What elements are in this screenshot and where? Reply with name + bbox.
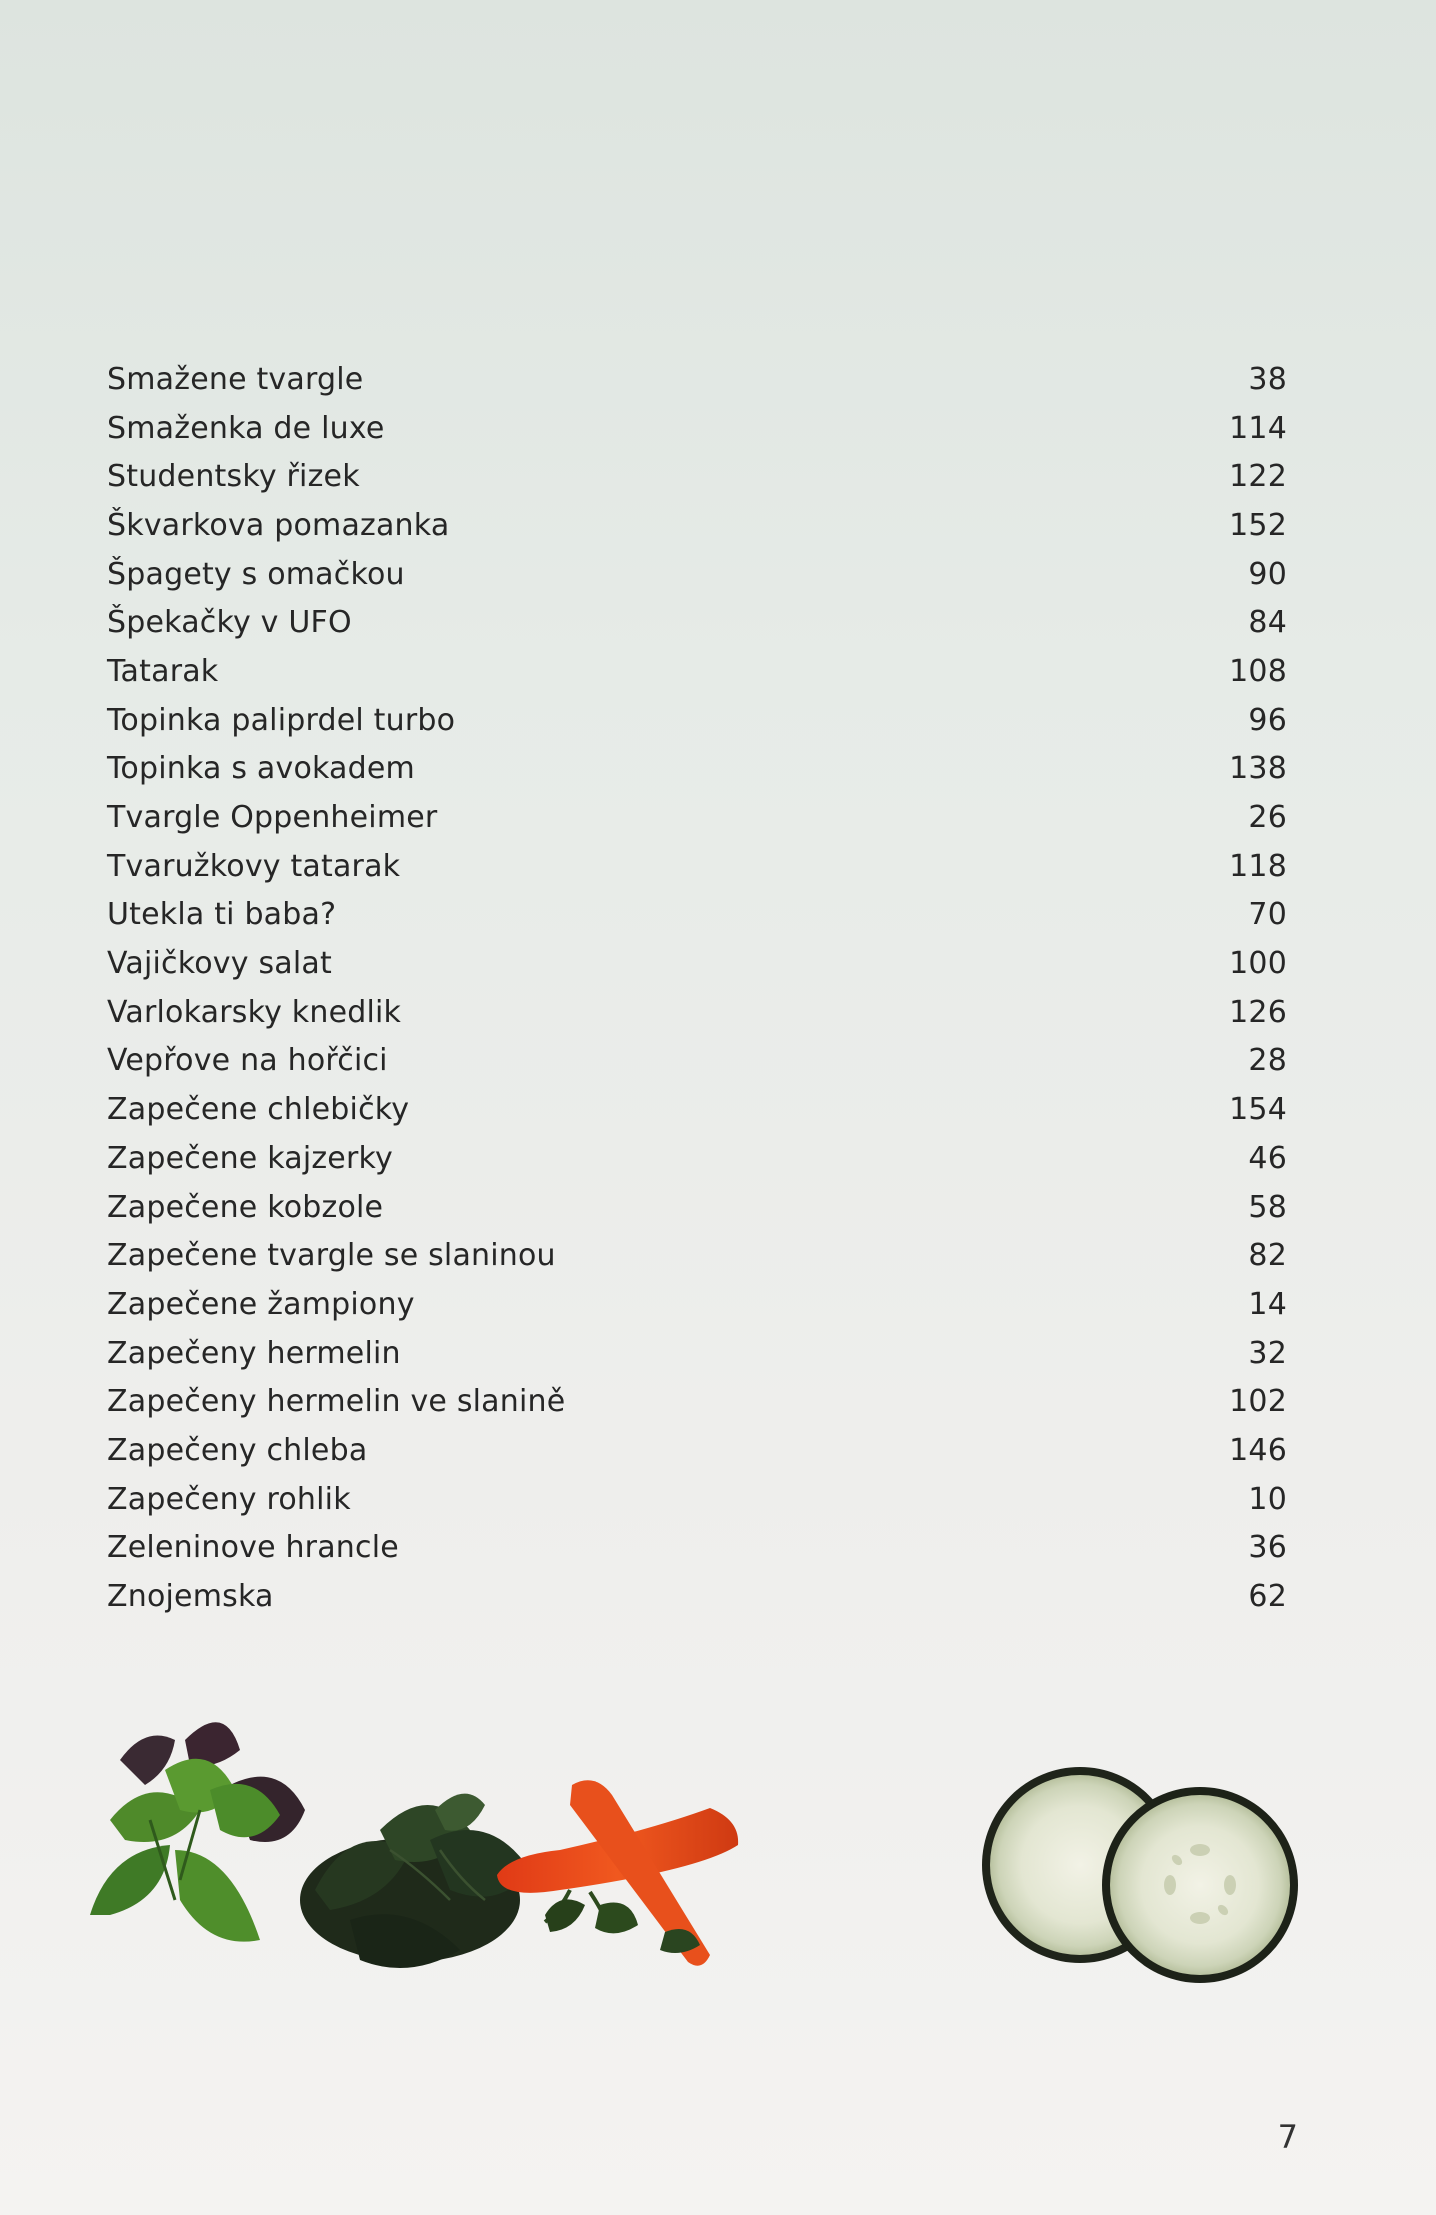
recipe-title: Smaženka de luxe bbox=[107, 410, 385, 446]
recipe-title: Zapečene žampiony bbox=[107, 1286, 415, 1322]
recipe-title: Znojemska bbox=[107, 1579, 274, 1615]
index-entry bbox=[107, 793, 1287, 842]
recipe-title: Topinka paliprdel turbo bbox=[107, 702, 456, 738]
recipe-page-number: 108 bbox=[1229, 653, 1287, 689]
index-entry bbox=[107, 696, 1287, 745]
recipe-title: Zapečene kobzole bbox=[107, 1189, 384, 1225]
recipe-page-number: 14 bbox=[1248, 1286, 1287, 1322]
recipe-index-list bbox=[107, 355, 1287, 1621]
recipe-title: Zapečene chlebičky bbox=[107, 1092, 410, 1128]
recipe-page-number: 46 bbox=[1248, 1140, 1287, 1176]
recipe-title: Špekačky v UFO bbox=[107, 605, 352, 641]
index-entry bbox=[107, 1231, 1287, 1280]
index-entry bbox=[107, 842, 1287, 891]
index-entry bbox=[107, 1475, 1287, 1524]
page-number: 7 bbox=[1277, 2118, 1298, 2156]
recipe-page-number: 58 bbox=[1248, 1189, 1287, 1225]
index-entry bbox=[107, 647, 1287, 696]
index-entry bbox=[107, 598, 1287, 647]
index-entry bbox=[107, 1037, 1287, 1086]
recipe-page-number: 26 bbox=[1248, 800, 1287, 836]
recipe-page-number: 62 bbox=[1248, 1579, 1287, 1615]
recipe-title: Zeleninove hrancle bbox=[107, 1530, 399, 1566]
index-entry bbox=[107, 1329, 1287, 1378]
recipe-page-number: 84 bbox=[1248, 605, 1287, 641]
recipe-page-number: 100 bbox=[1229, 946, 1287, 982]
recipe-title: Vajičkovy salat bbox=[107, 946, 332, 982]
index-entry bbox=[107, 1426, 1287, 1475]
index-entry bbox=[107, 355, 1287, 404]
recipe-page-number: 122 bbox=[1229, 459, 1287, 495]
index-entry bbox=[107, 1183, 1287, 1232]
recipe-title: Zapečeny chleba bbox=[107, 1432, 368, 1468]
recipe-page-number: 70 bbox=[1248, 897, 1287, 933]
recipe-page-number: 154 bbox=[1229, 1092, 1287, 1128]
basil-icon bbox=[90, 1722, 305, 1941]
index-entry bbox=[107, 501, 1287, 550]
recipe-title: Zapečene tvargle se slaninou bbox=[107, 1238, 556, 1274]
recipe-page-number: 10 bbox=[1248, 1481, 1287, 1517]
recipe-page-number: 38 bbox=[1248, 361, 1287, 397]
recipe-page-number: 138 bbox=[1229, 751, 1287, 787]
recipe-title: Škvarkova pomazanka bbox=[107, 507, 450, 543]
recipe-page-number: 82 bbox=[1248, 1238, 1287, 1274]
recipe-page-number: 146 bbox=[1229, 1432, 1287, 1468]
recipe-page-number: 126 bbox=[1229, 994, 1287, 1030]
recipe-title: Tvaružkovy tatarak bbox=[107, 848, 401, 884]
recipe-page-number: 28 bbox=[1248, 1043, 1287, 1079]
recipe-title: Utekla ti baba? bbox=[107, 897, 337, 933]
index-entry bbox=[107, 452, 1287, 501]
recipe-title: Tvargle Oppenheimer bbox=[107, 800, 438, 836]
recipe-title: Zapečeny hermelin bbox=[107, 1335, 401, 1371]
recipe-page-number: 32 bbox=[1248, 1335, 1287, 1371]
index-entry bbox=[107, 1524, 1287, 1573]
recipe-page-number: 36 bbox=[1248, 1530, 1287, 1566]
recipe-title: Studentsky řizek bbox=[107, 459, 360, 495]
recipe-title: Zapečene kajzerky bbox=[107, 1140, 393, 1176]
vegetable-illustrations bbox=[90, 1700, 1330, 2000]
index-entry bbox=[107, 745, 1287, 794]
recipe-title: Zapečeny rohlik bbox=[107, 1481, 351, 1517]
recipe-page-number: 118 bbox=[1229, 848, 1287, 884]
cucumber-icon bbox=[982, 1767, 1298, 1983]
carrot-icon bbox=[497, 1780, 738, 1965]
index-entry bbox=[107, 550, 1287, 599]
index-entry bbox=[107, 891, 1287, 940]
recipe-title: Varlokarsky knedlik bbox=[107, 994, 402, 1030]
index-entry bbox=[107, 404, 1287, 453]
index-entry bbox=[107, 1085, 1287, 1134]
index-entry bbox=[107, 988, 1287, 1037]
recipe-page-number: 96 bbox=[1248, 702, 1287, 738]
recipe-page-number: 152 bbox=[1229, 507, 1287, 543]
recipe-title: Smažene tvargle bbox=[107, 361, 364, 397]
recipe-title: Tatarak bbox=[107, 653, 219, 689]
index-entry bbox=[107, 1377, 1287, 1426]
index-entry bbox=[107, 1134, 1287, 1183]
recipe-page-number: 90 bbox=[1248, 556, 1287, 592]
spinach-icon bbox=[300, 1794, 530, 1968]
recipe-title: Špagety s omačkou bbox=[107, 556, 405, 592]
index-entry bbox=[107, 939, 1287, 988]
recipe-title: Vepřove na hořčici bbox=[107, 1043, 388, 1079]
recipe-title: Zapečeny hermelin ve slanině bbox=[107, 1384, 566, 1420]
recipe-title: Topinka s avokadem bbox=[107, 751, 415, 787]
index-entry bbox=[107, 1280, 1287, 1329]
index-entry bbox=[107, 1572, 1287, 1621]
recipe-page-number: 114 bbox=[1229, 410, 1287, 446]
recipe-page-number: 102 bbox=[1229, 1384, 1287, 1420]
